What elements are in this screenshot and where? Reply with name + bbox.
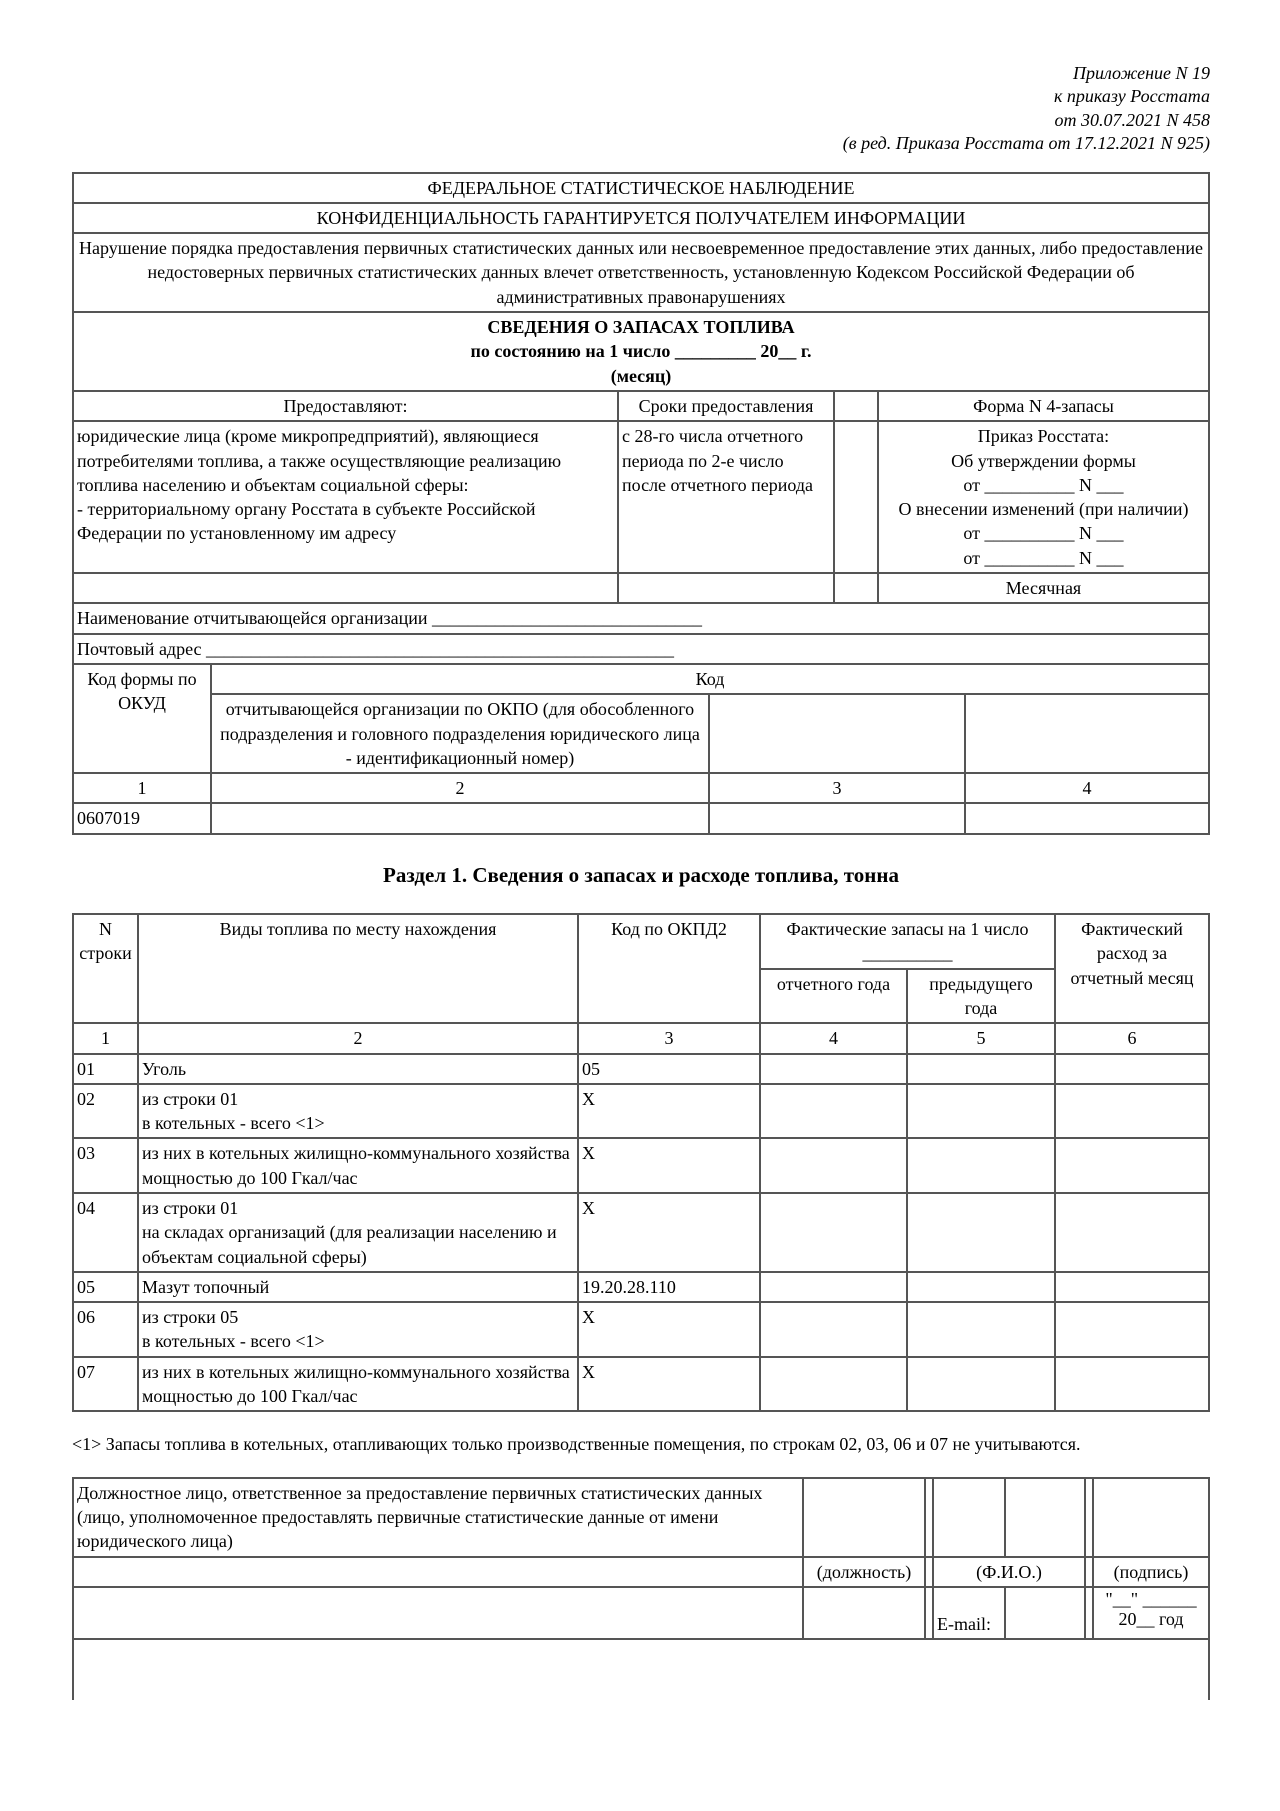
- form-title-cell: [73, 312, 1209, 391]
- appendix-line-2: к приказу Росстата: [1053, 86, 1210, 107]
- table-row: [73, 1138, 1209, 1193]
- code-label: Код: [211, 664, 1209, 694]
- consumption-input[interactable]: [1055, 1193, 1209, 1272]
- empty-cell: [803, 1478, 925, 1557]
- row-num-header: N строки: [73, 914, 138, 1023]
- form-title: СВЕДЕНИЯ О ЗАПАСАХ ТОПЛИВА: [487, 317, 795, 338]
- current-year-input[interactable]: [760, 1138, 907, 1193]
- date-line-2: 20__ год: [1118, 1608, 1184, 1629]
- okpd-code: X: [578, 1084, 760, 1139]
- phone-cell[interactable]: [73, 1587, 803, 1639]
- table-row: [73, 1302, 1209, 1357]
- empty-cell: [925, 1557, 933, 1587]
- col-num-4: 4: [760, 1023, 907, 1053]
- current-year-input[interactable]: [760, 1272, 907, 1302]
- bottom-open-frame: [72, 1640, 1210, 1700]
- fuel-type: Мазут топочный: [138, 1272, 578, 1302]
- fuel-type: Уголь: [138, 1054, 578, 1084]
- date-cell[interactable]: [1093, 1587, 1209, 1639]
- prev-year-input[interactable]: [907, 1302, 1055, 1357]
- spacer-cell: [834, 391, 878, 421]
- current-year-input[interactable]: [760, 1193, 907, 1272]
- empty-cell: [925, 1587, 933, 1639]
- submitters-text-1: юридические лица (кроме микропредприятий), являющиеся потребителями топлива, а также осуществляющие реализацию топлива населению и объектам социальной сферы:: [77, 426, 562, 495]
- form-subtitle: по состоянию на 1 число _________ 20__ г.: [470, 341, 812, 362]
- prev-year-input[interactable]: [907, 1138, 1055, 1193]
- submitters-header: Предоставляют:: [73, 391, 618, 421]
- table-row: [73, 1084, 1209, 1139]
- submitters-cell: [73, 421, 618, 573]
- okud-label: Код формы по ОКУД: [73, 664, 211, 773]
- fuel-type-header: Виды топлива по месту нахождения: [138, 914, 578, 1023]
- spacer-cell: [834, 421, 878, 573]
- periodicity-cell: Месячная: [878, 573, 1209, 603]
- header-table: [72, 172, 1210, 392]
- fuel-rows: [73, 1054, 1209, 1412]
- order-line-4: О внесении изменений (при наличии): [898, 499, 1189, 520]
- org-name-field[interactable]: Наименование отчитывающейся организации ______________________________: [73, 603, 1209, 633]
- table-row: [73, 1357, 1209, 1412]
- code-input-cell[interactable]: [709, 803, 965, 833]
- postal-address-field[interactable]: Почтовый адрес ____________________________________________________: [73, 634, 1209, 664]
- confidential-title: КОНФИДЕНЦИАЛЬНОСТЬ ГАРАНТИРУЕТСЯ ПОЛУЧАТЕЛЕМ ИНФОРМАЦИИ: [73, 203, 1209, 233]
- form-page: [72, 62, 1210, 1700]
- empty-cell: [933, 1478, 1005, 1557]
- consumption-input[interactable]: [1055, 1302, 1209, 1357]
- order-line-2: Об утверждении формы: [951, 450, 1136, 471]
- submission-table: [72, 390, 1210, 604]
- order-cell: [878, 421, 1209, 573]
- footnote: <1> Запасы топлива в котельных, отапливающих только производственные помещения, по строкам 02, 03, 06 и 07 не учитываются.: [72, 1434, 1081, 1455]
- order-line-1: Приказ Росстата:: [977, 426, 1110, 447]
- fuel-type: из них в котельных жилищно-коммунального хозяйства мощностью до 100 Гкал/час: [138, 1138, 578, 1193]
- consumption-input[interactable]: [1055, 1138, 1209, 1193]
- federal-title: ФЕДЕРАЛЬНОЕ СТАТИСТИЧЕСКОЕ НАБЛЮДЕНИЕ: [73, 173, 1209, 203]
- row-number: 02: [73, 1084, 138, 1139]
- appendix-line-3: от 30.07.2021 N 458: [1054, 109, 1210, 130]
- empty-cell: [73, 1557, 803, 1587]
- empty-cell: [73, 573, 618, 603]
- stocks-header: Фактические запасы на 1 число __________: [760, 914, 1055, 969]
- order-line-3: от __________ N ___: [963, 474, 1124, 495]
- row-number: 01: [73, 1054, 138, 1084]
- empty-cell: [834, 573, 878, 603]
- current-year-input[interactable]: [760, 1084, 907, 1139]
- okpo-input-cell[interactable]: [211, 803, 709, 833]
- okpo-label: отчитывающейся организации по ОКПО (для обособленного подразделения и головного подразделения юридического лица - идентификационный номер): [211, 694, 709, 773]
- row-number: 06: [73, 1302, 138, 1357]
- prev-year-input[interactable]: [907, 1272, 1055, 1302]
- col-num-6: 6: [1055, 1023, 1209, 1053]
- fuel-type: из строки 01 на складах организаций (для реализации населению и объектам социальной сферы): [138, 1193, 578, 1272]
- form-number-header: Форма N 4-запасы: [878, 391, 1209, 421]
- col-num-4: 4: [965, 773, 1209, 803]
- table-row: [73, 1193, 1209, 1272]
- col-num-1: 1: [73, 773, 211, 803]
- code-input-cell[interactable]: [965, 803, 1209, 833]
- current-year-input[interactable]: [760, 1054, 907, 1084]
- prev-year-input[interactable]: [907, 1193, 1055, 1272]
- table-row: [73, 1272, 1209, 1302]
- month-label: (месяц): [610, 365, 672, 386]
- fuel-table: [72, 913, 1210, 1412]
- okpd-code: 19.20.28.110: [578, 1272, 760, 1302]
- prev-year-input[interactable]: [907, 1054, 1055, 1084]
- empty-cell: [1093, 1478, 1209, 1557]
- section-1-title: Раздел 1. Сведения о запасах и расходе топлива, тонна: [383, 862, 899, 887]
- row-number: 07: [73, 1357, 138, 1412]
- empty-cell: [1085, 1478, 1093, 1557]
- okpd-code: X: [578, 1357, 760, 1412]
- warning-text: Нарушение порядка предоставления первичных статистических данных или несвоевременное предоставление этих данных, либо предоставление недостоверных первичных статистических данных влечет ответственность, установленную Кодексом Российской Федерации об административных правонарушениях: [73, 233, 1209, 312]
- appendix-block: [72, 62, 1210, 156]
- prev-year-header: предыдущего года: [907, 969, 1055, 1024]
- deadline-cell: с 28-го числа отчетного периода по 2-е число после отчетного периода: [618, 421, 834, 573]
- signature-table: [72, 1477, 1210, 1640]
- consumption-header: Фактический расход за отчетный месяц: [1055, 914, 1209, 1023]
- order-line-5: от __________ N ___: [963, 523, 1124, 544]
- appendix-line-1: Приложение N 19: [1072, 63, 1210, 83]
- okpd-code: X: [578, 1193, 760, 1272]
- current-year-header: отчетного года: [760, 969, 907, 1024]
- consumption-input[interactable]: [1055, 1084, 1209, 1139]
- empty-cell[interactable]: [803, 1587, 925, 1639]
- date-line-1: "__" ______: [1105, 1588, 1197, 1609]
- fuel-type: из них в котельных жилищно-коммунального хозяйства мощностью до 100 Гкал/час: [138, 1357, 578, 1412]
- submitters-text-2: - территориальному органу Росстата в субъекте Российской Федерации по установленному им адресу: [77, 499, 536, 544]
- col-num-3: 3: [709, 773, 965, 803]
- prev-year-input[interactable]: [907, 1084, 1055, 1139]
- okpd-code: X: [578, 1302, 760, 1357]
- okud-value: 0607019: [73, 803, 211, 833]
- appendix-line-4: (в ред. Приказа Росстата от 17.12.2021 N 925): [842, 133, 1210, 154]
- deadline-header: Сроки предоставления: [618, 391, 834, 421]
- org-table: [72, 602, 1210, 834]
- consumption-input[interactable]: [1055, 1054, 1209, 1084]
- okpd-code: X: [578, 1138, 760, 1193]
- empty-cell: [1085, 1557, 1093, 1587]
- position-label: (должность): [803, 1557, 925, 1587]
- row-number: 04: [73, 1193, 138, 1272]
- prev-year-input[interactable]: [907, 1357, 1055, 1412]
- email-label: E-mail:: [933, 1587, 1005, 1639]
- empty-cell: [1085, 1587, 1093, 1639]
- fio-label: (Ф.И.О.): [933, 1557, 1085, 1587]
- empty-code-cell[interactable]: [965, 694, 1209, 773]
- email-input-cell[interactable]: [1005, 1587, 1085, 1639]
- empty-cell: [925, 1478, 933, 1557]
- consumption-input[interactable]: [1055, 1357, 1209, 1412]
- col-num-1: 1: [73, 1023, 138, 1053]
- col-num-3: 3: [578, 1023, 760, 1053]
- consumption-input[interactable]: [1055, 1272, 1209, 1302]
- col-num-2: 2: [138, 1023, 578, 1053]
- current-year-input[interactable]: [760, 1357, 907, 1412]
- col-num-5: 5: [907, 1023, 1055, 1053]
- okpd-header: Код по ОКПД2: [578, 914, 760, 1023]
- signature-label: (подпись): [1093, 1557, 1209, 1587]
- row-number: 03: [73, 1138, 138, 1193]
- empty-cell: [1005, 1478, 1085, 1557]
- fuel-type: из строки 05 в котельных - всего <1>: [138, 1302, 578, 1357]
- fuel-type: из строки 01 в котельных - всего <1>: [138, 1084, 578, 1139]
- row-number: 05: [73, 1272, 138, 1302]
- order-line-6: от __________ N ___: [963, 547, 1124, 568]
- responsible-person-label: Должностное лицо, ответственное за предоставление первичных статистических данных (лицо, уполномоченное предоставлять первичные статистические данные от имени юридического лица): [73, 1478, 803, 1557]
- empty-code-cell[interactable]: [709, 694, 965, 773]
- table-row: [73, 1054, 1209, 1084]
- okpd-code: 05: [578, 1054, 760, 1084]
- current-year-input[interactable]: [760, 1302, 907, 1357]
- empty-cell: [618, 573, 834, 603]
- col-num-2: 2: [211, 773, 709, 803]
